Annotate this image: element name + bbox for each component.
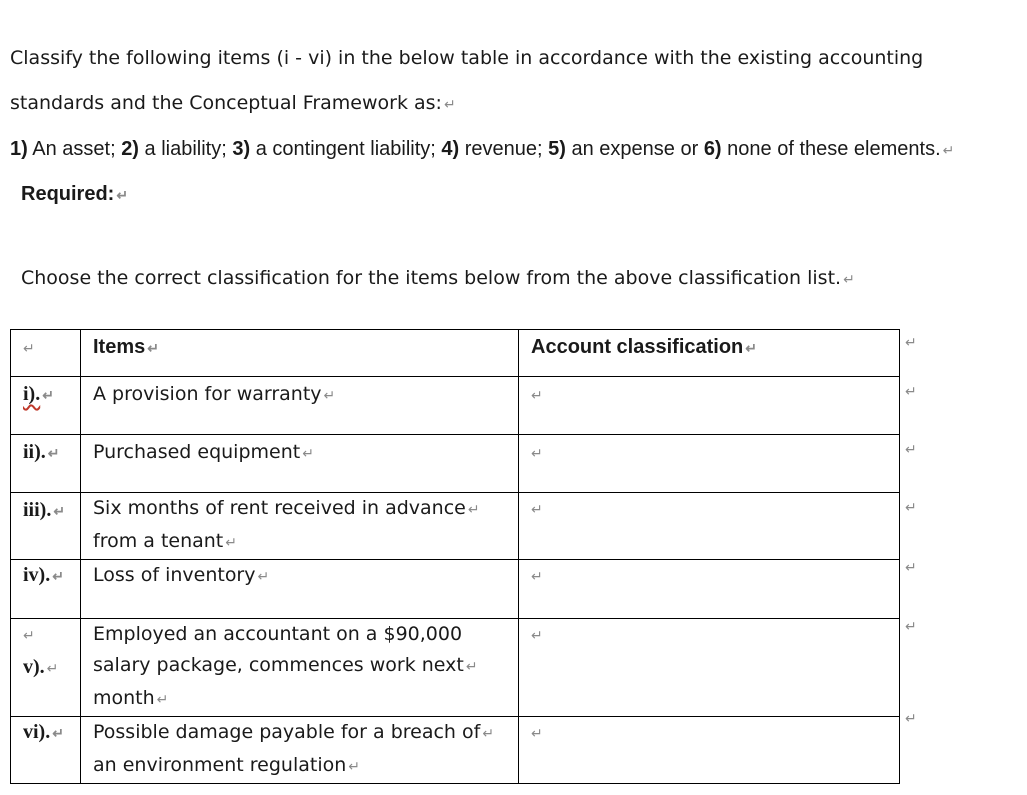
row-end-mark-icon: ↵ bbox=[905, 560, 917, 576]
row-num-cell bbox=[11, 435, 81, 493]
cell-mark-icon: ↵ bbox=[531, 502, 543, 518]
row-num-cell bbox=[11, 560, 81, 619]
table-row bbox=[11, 493, 900, 560]
header-cell-classification bbox=[519, 330, 900, 377]
item-text-line: from a tenant bbox=[93, 530, 224, 552]
paragraph-mark-icon: ↵ bbox=[482, 726, 495, 742]
paragraph-mark-icon: ↵ bbox=[843, 272, 855, 288]
header-items: Items bbox=[93, 336, 146, 358]
row-num: iii). bbox=[23, 499, 52, 521]
required-heading bbox=[21, 183, 128, 206]
cell-mark-icon: ↵ bbox=[147, 340, 159, 356]
paragraph-mark-icon: ↵ bbox=[443, 97, 456, 113]
intro-line-1 bbox=[10, 47, 923, 69]
classification-cell[interactable] bbox=[519, 493, 900, 560]
row-end-mark-icon: ↵ bbox=[905, 335, 917, 351]
intro-line-1-text: Classify the following items (i - vi) in the below table in accordance with the existing accounting bbox=[10, 47, 924, 69]
item-text-line: Possible damage payable for a breach of bbox=[93, 721, 481, 743]
cell-mark-icon: ↵ bbox=[745, 340, 758, 356]
classification-cell[interactable] bbox=[519, 377, 900, 435]
table-header-row bbox=[11, 330, 900, 377]
item-cell bbox=[81, 493, 519, 560]
row-end-mark-icon: ↵ bbox=[905, 711, 917, 727]
paragraph-mark-icon: ↵ bbox=[465, 659, 478, 675]
option-2-num: 2) bbox=[121, 138, 139, 160]
classification-cell[interactable] bbox=[519, 619, 900, 717]
header-classification: Account classification bbox=[531, 336, 744, 358]
option-2-text: a liability; bbox=[138, 138, 233, 160]
option-3-num: 3) bbox=[232, 138, 251, 160]
row-num-cell bbox=[11, 717, 81, 784]
intro-line-2-text: standards and the Conceptual Framework as: bbox=[10, 92, 442, 114]
option-6-num: 6) bbox=[703, 138, 722, 160]
cell-mark-icon: ↵ bbox=[257, 569, 270, 585]
cell-mark-icon: ↵ bbox=[302, 446, 314, 462]
option-3-text: a contingent liability; bbox=[250, 138, 442, 160]
row-end-mark-icon: ↵ bbox=[905, 619, 917, 635]
intro-line-2 bbox=[10, 92, 456, 114]
cell-mark-icon: ↵ bbox=[531, 388, 543, 404]
cell-mark-icon: ↵ bbox=[156, 692, 169, 708]
row-end-mark-icon: ↵ bbox=[905, 384, 917, 400]
header-cell-items bbox=[81, 330, 519, 377]
table-row bbox=[11, 377, 900, 435]
option-6-text: none of these elements. bbox=[721, 138, 941, 160]
paragraph-mark-icon: ↵ bbox=[942, 142, 955, 158]
cell-mark-icon: ↵ bbox=[52, 727, 64, 742]
row-end-mark-icon: ↵ bbox=[905, 500, 917, 516]
row-num-cell bbox=[11, 493, 81, 560]
classification-table bbox=[10, 329, 900, 784]
item-text-line: salary package, commences work next bbox=[93, 654, 464, 676]
cell-mark-icon: ↵ bbox=[46, 661, 59, 677]
row-num: ii). bbox=[23, 441, 46, 463]
cell-mark-icon: ↵ bbox=[531, 569, 543, 585]
row-end-mark-icon: ↵ bbox=[905, 442, 917, 458]
row-num: iv). bbox=[23, 564, 51, 586]
item-cell bbox=[81, 377, 519, 435]
row-num-cell bbox=[11, 377, 81, 435]
cell-mark-icon: ↵ bbox=[323, 388, 336, 404]
classification-options bbox=[10, 138, 954, 161]
row-num-cell bbox=[11, 619, 81, 717]
cell-mark-icon: ↵ bbox=[47, 447, 60, 462]
item-text-line: an environment regulation bbox=[93, 754, 347, 776]
option-5-text: an expense or bbox=[565, 138, 704, 160]
cell-mark-icon: ↵ bbox=[531, 628, 543, 644]
option-4-text: revenue; bbox=[459, 138, 549, 160]
table-row bbox=[11, 435, 900, 493]
classification-cell[interactable] bbox=[519, 717, 900, 784]
item-text: A provision for warranty bbox=[93, 383, 322, 405]
instruction-text: Choose the correct classification for the items below from the above classification list. bbox=[21, 267, 842, 289]
item-cell bbox=[81, 560, 519, 619]
cell-mark-icon: ↵ bbox=[348, 759, 361, 775]
paragraph-mark-icon: ↵ bbox=[467, 502, 480, 518]
item-cell bbox=[81, 717, 519, 784]
row-num: v). bbox=[23, 656, 45, 678]
classification-cell[interactable] bbox=[519, 435, 900, 493]
item-cell bbox=[81, 619, 519, 717]
classification-cell[interactable] bbox=[519, 560, 900, 619]
item-text-line: Employed an accountant on a $90,000 bbox=[93, 623, 463, 645]
required-text: Required: bbox=[21, 183, 115, 205]
cell-mark-icon: ↵ bbox=[52, 570, 64, 585]
cell-mark-icon: ↵ bbox=[23, 341, 35, 357]
item-text: Purchased equipment bbox=[93, 441, 301, 463]
option-1-num: 1) bbox=[10, 138, 28, 160]
option-4-num: 4) bbox=[441, 138, 460, 160]
item-text-line: Six months of rent received in advance bbox=[93, 497, 466, 519]
item-text: Loss of inventory bbox=[93, 564, 256, 586]
header-cell-num bbox=[11, 330, 81, 377]
table-row bbox=[11, 717, 900, 784]
table-row bbox=[11, 560, 900, 619]
table-row bbox=[11, 619, 900, 717]
cell-mark-icon: ↵ bbox=[53, 505, 66, 520]
option-5-num: 5) bbox=[548, 138, 566, 160]
cell-mark-icon: ↵ bbox=[42, 389, 54, 404]
instruction bbox=[21, 267, 855, 289]
cell-mark-icon: ↵ bbox=[23, 628, 35, 644]
row-num: vi). bbox=[23, 721, 51, 743]
cell-mark-icon: ↵ bbox=[531, 446, 543, 462]
item-cell bbox=[81, 435, 519, 493]
option-1-text: An asset; bbox=[27, 138, 122, 160]
cell-mark-icon: ↵ bbox=[225, 535, 237, 551]
paragraph-mark-icon: ↵ bbox=[116, 187, 129, 203]
cell-mark-icon: ↵ bbox=[531, 726, 543, 742]
item-text-line: month bbox=[93, 687, 155, 709]
row-num: i). bbox=[23, 383, 41, 405]
